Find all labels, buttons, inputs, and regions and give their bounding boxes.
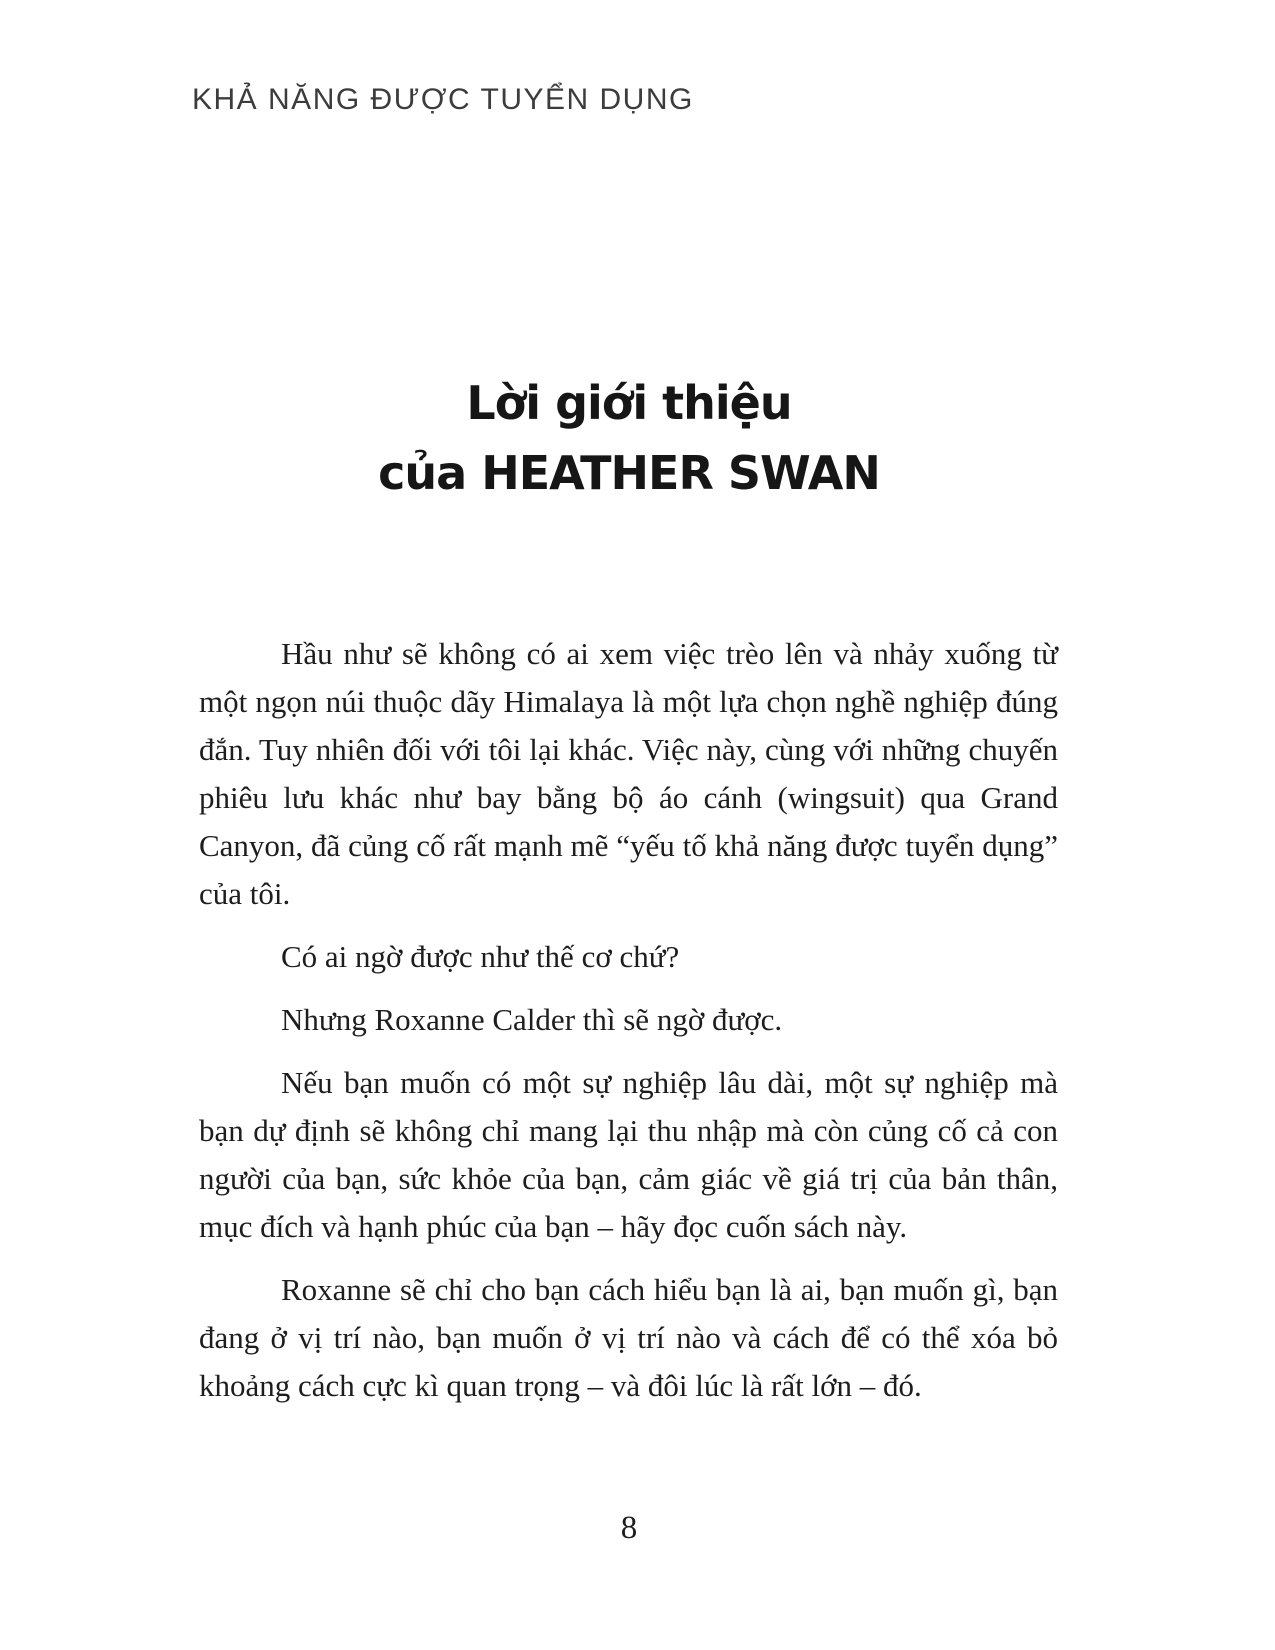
running-header: KHẢ NĂNG ĐƯỢC TUYỂN DỤNG — [192, 83, 694, 116]
chapter-title-line1: Lời giới thiệu — [466, 376, 792, 430]
chapter-title — [200, 368, 1058, 508]
paragraph-1: Hầu như sẽ không có ai xem việc trèo lên và nhảy xuống từ một ngọn núi thuộc dãy Himalaya là một lựa chọn nghề nghiệp đúng đắn. Tuy nhiên đối với tôi lại khác. Việc này, cùng với những chuyến phiêu lưu khác như bay bằng bộ áo cánh (wingsuit) qua Grand Canyon, đã củng cố rất mạnh mẽ “yếu tố khả năng được tuyển dụng” của tôi. — [199, 636, 1058, 911]
chapter-title-line2: của HEATHER SWAN — [378, 446, 880, 500]
paragraph-3: Nhưng Roxanne Calder thì sẽ ngờ được. — [281, 1002, 783, 1037]
body-text — [199, 630, 1058, 1410]
paragraph-2: Có ai ngờ được như thế cơ chứ? — [281, 939, 680, 974]
paragraph-4: Nếu bạn muốn có một sự nghiệp lâu dài, một sự nghiệp mà bạn dự định sẽ không chỉ mang lại thu nhập mà còn củng cố cả con người của bạn, sức khỏe của bạn, cảm giác về giá trị của bản thân, mục đích và hạnh phúc của bạn – hãy đọc cuốn sách này. — [199, 1065, 1058, 1244]
paragraph-5: Roxanne sẽ chỉ cho bạn cách hiểu bạn là ai, bạn muốn gì, bạn đang ở vị trí nào, bạn muốn ở vị trí nào và cách để có thể xóa bỏ khoảng cách cực kì quan trọng – và đôi lúc là rất lớn – đó. — [199, 1272, 1058, 1403]
page-number: 8 — [620, 1510, 638, 1546]
